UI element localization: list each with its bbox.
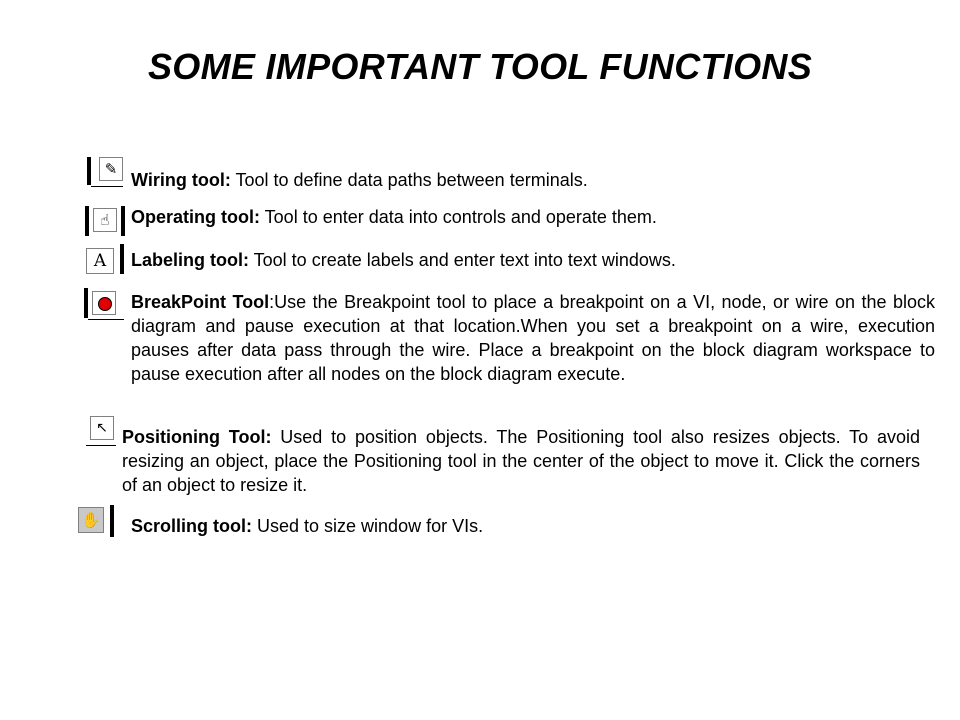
operating-tool-text: Operating tool: Tool to enter data into controls and operate them. bbox=[131, 207, 657, 227]
positioning-tool-icon bbox=[86, 416, 122, 446]
scrolling-tool-icon bbox=[78, 505, 114, 537]
labeling-text-icon: A bbox=[93, 251, 107, 271]
breakpoint-tool-icon bbox=[84, 288, 124, 320]
wiring-spool-icon: ✎ bbox=[104, 160, 118, 178]
wiring-tool-text: Wiring tool: Tool to define data paths between terminals. bbox=[131, 170, 588, 190]
positioning-tool-text: Positioning Tool: Used to position objects. The Positioning tool also resizes objects. To avoid resizing an object, place the Positioning tool in the center of the object to move it. Click the corners of an object to resize it. bbox=[122, 427, 920, 495]
operating-hand-icon: ☝ bbox=[100, 211, 110, 229]
breakpoint-red-dot-icon bbox=[98, 297, 112, 311]
operating-tool-icon bbox=[85, 206, 125, 236]
labeling-tool-text: Labeling tool: Tool to create labels and enter text into text windows. bbox=[131, 250, 676, 270]
labeling-tool-icon bbox=[86, 244, 124, 276]
scrolling-tool-text: Scrolling tool: Used to size window for VIs. bbox=[131, 516, 484, 536]
scrolling-hand-icon: ✋ bbox=[81, 511, 101, 529]
slide-title: SOME IMPORTANT TOOL FUNCTIONS bbox=[147, 46, 813, 87]
breakpoint-tool-text: BreakPoint Tool:Use the Breakpoint tool to place a breakpoint on a VI, node, or wire on the block diagram and pause execution at that location.When you set a breakpoint on a wire, execution pauses after data pass through the wire. Place a breakpoint on the block diagram workspace to pause execution after all nodes on the block diagram execute. bbox=[131, 292, 935, 384]
wiring-tool-icon bbox=[87, 157, 123, 187]
positioning-arrow-icon: ↖ bbox=[96, 420, 108, 436]
